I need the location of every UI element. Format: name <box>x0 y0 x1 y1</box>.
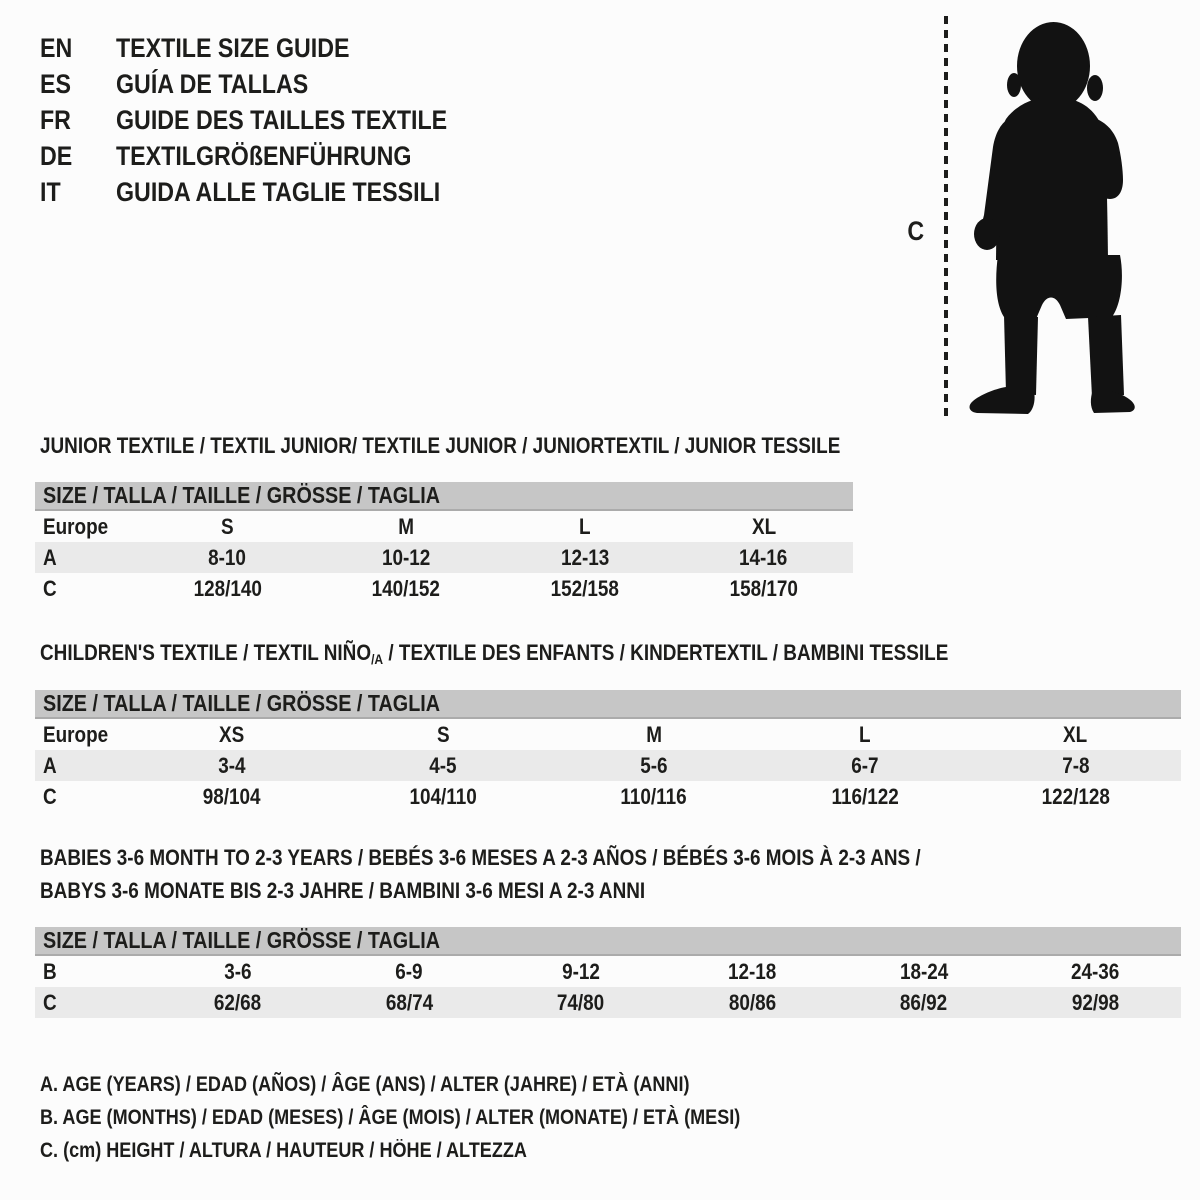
table-cell-text: L <box>858 721 871 747</box>
table-cell <box>759 784 970 810</box>
section-title-line: BABYS 3-6 MONATE BIS 2-3 JAHRE / BAMBINI 3-6 MESI A 2-3 ANNI <box>40 878 646 903</box>
row-label-text: A <box>43 752 57 778</box>
table-cell-text: 122/128 <box>1041 783 1110 809</box>
babies-size-table <box>35 927 1181 1018</box>
table-cell <box>548 753 759 779</box>
table-cell-text: 6-7 <box>851 752 879 778</box>
table-cell <box>138 545 317 571</box>
table-cell-text: XS <box>219 721 245 747</box>
table-cell <box>138 514 317 540</box>
row-label-text: C <box>43 989 57 1015</box>
table-cell-text: 86/92 <box>900 989 948 1015</box>
table-row <box>35 542 853 573</box>
table-cell <box>674 514 853 540</box>
size-header <box>35 927 1181 956</box>
table-cell-text: 8-10 <box>208 544 247 570</box>
junior-size-table <box>35 482 853 604</box>
table-cell <box>317 545 496 571</box>
table-cell-text: 128/140 <box>193 575 262 601</box>
table-cell <box>674 576 853 602</box>
table-cell-text: 24-36 <box>1071 958 1120 984</box>
table-cell <box>127 753 338 779</box>
table-cell-text: XL <box>751 513 776 539</box>
language-title: GUIDE DES TAILLES TEXTILE <box>116 105 448 135</box>
table-cell <box>838 959 1010 985</box>
table-cell <box>495 990 667 1016</box>
table-cell <box>666 959 838 985</box>
table-cell-text: 5-6 <box>640 752 668 778</box>
footnote-b: B. AGE (MONTHS) / EDAD (MESES) / ÂGE (MOIS) / ALTER (MONATE) / ETÀ (MESI) <box>40 1106 741 1129</box>
table-cell <box>138 576 317 602</box>
language-row <box>40 30 501 66</box>
section-title-text: JUNIOR TEXTILE / TEXTIL JUNIOR/ TEXTILE JUNIOR / JUNIORTEXTIL / JUNIOR TESSILE <box>40 433 841 458</box>
language-header <box>40 30 501 210</box>
table-cell <box>338 753 549 779</box>
table-cell-text: L <box>579 513 591 539</box>
table-cell <box>152 959 324 985</box>
size-header <box>35 482 853 511</box>
table-cell-text: 10-12 <box>381 544 431 570</box>
table-cell <box>970 722 1181 748</box>
table-cell <box>838 990 1010 1016</box>
table-cell <box>127 722 338 748</box>
language-code: FR <box>40 105 71 135</box>
table-cell-text: M <box>645 721 662 747</box>
table-cell-text: 4-5 <box>429 752 457 778</box>
table-cell <box>759 753 970 779</box>
row-label-text: C <box>43 575 57 601</box>
table-row <box>35 750 1181 781</box>
language-row <box>40 138 501 174</box>
row-label <box>35 545 138 571</box>
section-title-junior <box>40 433 971 459</box>
footnotes <box>40 1068 854 1167</box>
table-cell <box>495 959 667 985</box>
table-cell-text: 9-12 <box>561 958 600 984</box>
table-cell-text: 74/80 <box>556 989 605 1015</box>
table-cell-text: 98/104 <box>203 783 262 809</box>
table-row <box>35 511 853 542</box>
section-title-babies <box>40 841 1064 907</box>
table-cell-text: 104/110 <box>409 783 477 809</box>
table-cell <box>323 959 495 985</box>
table-cell-text: 3-4 <box>218 752 246 778</box>
row-label <box>35 514 138 540</box>
row-label <box>35 753 127 779</box>
size-header-text: SIZE / TALLA / TAILLE / GRÖSSE / TAGLIA <box>43 690 441 716</box>
table-cell-text: 3-6 <box>223 958 252 984</box>
language-row <box>40 66 501 102</box>
table-cell-text: 12-13 <box>560 544 610 570</box>
table-row <box>35 719 1181 750</box>
table-cell <box>666 990 838 1016</box>
language-title: GUIDA ALLE TAGLIE TESSILI <box>116 177 441 207</box>
children-size-table <box>35 690 1181 812</box>
language-row <box>40 174 501 210</box>
row-label-text: B <box>43 958 57 984</box>
table-cell <box>674 545 853 571</box>
table-cell <box>548 722 759 748</box>
table-cell <box>759 722 970 748</box>
language-title: TEXTILGRÖßENFÜHRUNG <box>116 141 412 171</box>
size-header-text: SIZE / TALLA / TAILLE / GRÖSSE / TAGLIA <box>43 482 441 508</box>
title-segment: / TEXTILE DES ENFANTS / KINDERTEXTIL / BAMBINI TESSILE <box>383 640 949 665</box>
section-title-children <box>40 640 1096 672</box>
row-label <box>35 722 127 748</box>
table-cell-text: XL <box>1063 721 1088 747</box>
table-cell-text: 110/116 <box>620 783 687 809</box>
footnote-a: A. AGE (YEARS) / EDAD (AÑOS) / ÂGE (ANS) / ALTER (JAHRE) / ETÀ (ANNI) <box>40 1073 690 1096</box>
table-cell <box>548 784 759 810</box>
language-code: IT <box>40 177 61 207</box>
table-cell <box>970 784 1181 810</box>
table-cell <box>1009 990 1181 1016</box>
footnote-c: C. (cm) HEIGHT / ALTURA / HAUTEUR / HÖHE / ALTEZZA <box>40 1139 527 1162</box>
table-cell-text: 158/170 <box>729 575 798 601</box>
title-subscript: /A <box>371 651 384 667</box>
size-header <box>35 690 1181 719</box>
table-cell <box>127 784 338 810</box>
table-row <box>35 987 1181 1018</box>
table-cell <box>970 753 1181 779</box>
language-code: DE <box>40 141 73 171</box>
section-title-text <box>40 640 948 672</box>
table-row <box>35 781 1181 812</box>
language-code: ES <box>40 69 71 99</box>
table-cell-text: 140/152 <box>371 575 441 601</box>
table-cell <box>338 722 549 748</box>
table-cell <box>323 990 495 1016</box>
language-row <box>40 102 501 138</box>
table-row <box>35 573 853 604</box>
table-cell-text: 7-8 <box>1061 752 1090 778</box>
section-title-line: BABIES 3-6 MONTH TO 2-3 YEARS / BEBÉS 3-6 MESES A 2-3 AÑOS / BÉBÉS 3-6 MOIS À 2-3 ANS / <box>40 845 921 870</box>
height-measure-line <box>944 16 948 416</box>
table-cell <box>496 514 675 540</box>
table-cell-text: 18-24 <box>899 958 948 984</box>
table-cell <box>317 576 496 602</box>
row-label-text: Europe <box>43 513 109 539</box>
table-row <box>35 956 1181 987</box>
language-title: TEXTILE SIZE GUIDE <box>116 33 350 63</box>
table-cell-text: 152/158 <box>550 575 620 601</box>
table-cell-text: 14-16 <box>739 544 788 570</box>
row-label <box>35 784 127 810</box>
table-cell-text: S <box>221 513 234 539</box>
row-label-text: Europe <box>43 721 109 747</box>
language-code: EN <box>40 33 73 63</box>
table-cell-text: S <box>436 721 450 747</box>
height-measure-label: C <box>907 216 925 246</box>
row-label <box>35 959 152 985</box>
row-label-text: A <box>43 544 57 570</box>
table-cell <box>496 576 675 602</box>
table-cell <box>496 545 675 571</box>
table-cell-text: M <box>398 513 415 539</box>
table-cell <box>152 990 324 1016</box>
toddler-silhouette-image <box>960 15 1142 420</box>
table-cell-text: 92/98 <box>1071 989 1119 1015</box>
table-cell-text: 80/86 <box>728 989 776 1015</box>
table-cell-text: 116/122 <box>830 783 899 809</box>
row-label <box>35 576 138 602</box>
title-segment: CHILDREN'S TEXTILE / TEXTIL NIÑO <box>40 640 372 665</box>
table-cell-text: 62/68 <box>213 989 262 1015</box>
language-title: GUÍA DE TALLAS <box>116 69 309 99</box>
row-label-text: C <box>43 783 57 809</box>
row-label <box>35 990 152 1016</box>
table-cell <box>317 514 496 540</box>
table-cell-text: 12-18 <box>727 958 777 984</box>
table-cell-text: 6-9 <box>395 958 423 984</box>
size-header-text: SIZE / TALLA / TAILLE / GRÖSSE / TAGLIA <box>43 927 441 953</box>
table-cell <box>1009 959 1181 985</box>
table-cell-text: 68/74 <box>385 989 433 1015</box>
table-cell <box>338 784 549 810</box>
